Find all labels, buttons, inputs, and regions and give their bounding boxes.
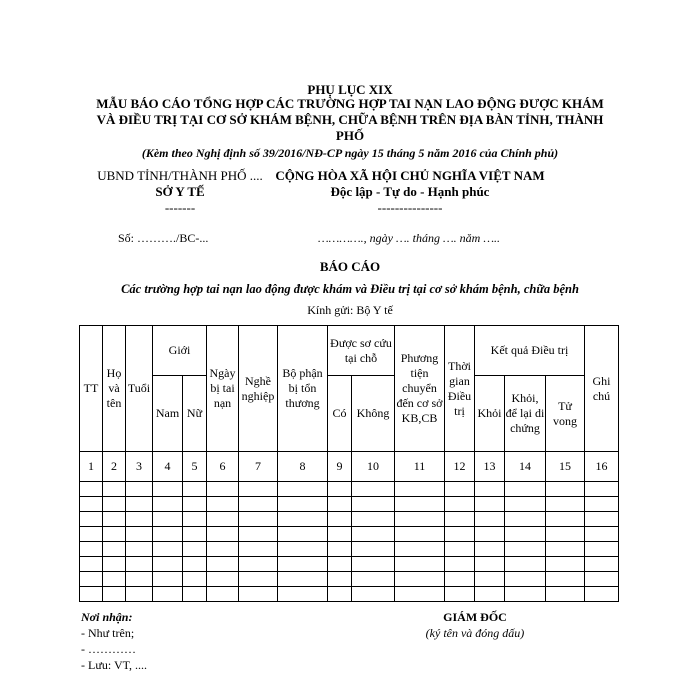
header-age: Tuổi [126, 326, 153, 452]
table-cell [103, 512, 126, 527]
table-cell [207, 482, 239, 497]
table-cell [278, 527, 328, 542]
table-cell [352, 527, 395, 542]
table-cell [80, 527, 103, 542]
table-cell [153, 527, 183, 542]
header-treatment-result: Kết quả Điều trị [475, 326, 585, 376]
table-cell [395, 587, 445, 602]
table-cell [153, 557, 183, 572]
table-cell [239, 557, 278, 572]
column-number: 3 [126, 452, 153, 482]
table-cell [103, 557, 126, 572]
table-cell [585, 587, 619, 602]
national-motto: Độc lập - Tự do - Hạnh phúc [330, 184, 490, 199]
table-row [80, 572, 619, 587]
table-cell [395, 542, 445, 557]
table-cell [207, 527, 239, 542]
table-cell [475, 527, 505, 542]
table-row [80, 497, 619, 512]
table-cell [445, 497, 475, 512]
column-number: 12 [445, 452, 475, 482]
column-number: 8 [278, 452, 328, 482]
decree-note: (Kèm theo Nghị định số 39/2016/NĐ-CP ngày 15 tháng 5 năm 2016 của Chính phủ) [141, 146, 559, 160]
table-cell [183, 587, 207, 602]
table-cell [239, 497, 278, 512]
table-cell [328, 587, 352, 602]
table-cell [126, 482, 153, 497]
header-female: Nữ [183, 376, 207, 452]
table-cell [328, 572, 352, 587]
table-cell [80, 512, 103, 527]
recipient-line: Kính gửi: Bộ Y tế [307, 303, 393, 317]
table-cell [505, 482, 546, 497]
table-cell [546, 557, 585, 572]
column-number-row [80, 452, 619, 482]
table-cell [445, 512, 475, 527]
table-cell [80, 572, 103, 587]
table-cell [328, 512, 352, 527]
report-title: BÁO CÁO [319, 259, 381, 274]
table-cell [183, 542, 207, 557]
table-cell [445, 542, 475, 557]
report-subtitle: Các trường hợp tai nạn lao động được khám và Điều trị tại cơ sở khám bệnh, chữa bệnh [121, 282, 579, 296]
table-cell [445, 572, 475, 587]
table-cell [239, 572, 278, 587]
table-cell [183, 497, 207, 512]
recipient-item: - Như trên; [81, 626, 135, 640]
table-cell [505, 542, 546, 557]
table-cell [126, 587, 153, 602]
header-male: Nam [153, 376, 183, 452]
data-rows [80, 482, 619, 602]
table-cell [153, 497, 183, 512]
table-cell [445, 482, 475, 497]
table-cell [475, 512, 505, 527]
table-row [80, 587, 619, 602]
table-cell [126, 557, 153, 572]
table-cell [352, 512, 395, 527]
table-cell [103, 482, 126, 497]
recipients-label: Nơi nhận: [81, 610, 133, 624]
recipient-item: - ………… [81, 642, 136, 656]
report-table [79, 325, 619, 602]
table-cell [395, 527, 445, 542]
table-cell [183, 557, 207, 572]
table-cell [239, 587, 278, 602]
table-cell [585, 542, 619, 557]
signer-title: GIÁM ĐỐC [443, 610, 507, 624]
table-cell [80, 557, 103, 572]
column-number: 7 [239, 452, 278, 482]
table-cell [395, 482, 445, 497]
table-cell [352, 542, 395, 557]
table-cell [207, 542, 239, 557]
table-cell [103, 587, 126, 602]
table-cell [546, 572, 585, 587]
table-cell [126, 497, 153, 512]
table-cell [585, 572, 619, 587]
title-line: MẪU BÁO CÁO TỔNG HỢP CÁC TRƯỜNG HỢP TAI NẠN LAO ĐỘNG ĐƯỢC KHÁM [96, 96, 604, 111]
table-cell [352, 557, 395, 572]
table-cell [126, 572, 153, 587]
signature-block [380, 609, 570, 641]
table-cell [103, 497, 126, 512]
table-cell [278, 587, 328, 602]
table-row [80, 542, 619, 557]
table-cell [278, 542, 328, 557]
table-cell [505, 587, 546, 602]
table-cell [207, 587, 239, 602]
table-cell [475, 542, 505, 557]
table-cell [585, 557, 619, 572]
table-cell [475, 587, 505, 602]
table-cell [395, 557, 445, 572]
table-cell [80, 497, 103, 512]
header-first-aid: Được sơ cứu tại chỗ [328, 326, 395, 376]
table-cell [153, 542, 183, 557]
table-cell [395, 572, 445, 587]
table-row [80, 557, 619, 572]
appendix-title: PHỤ LỤC XIX [307, 82, 393, 97]
table-cell [239, 542, 278, 557]
agency-divider: ------- [164, 200, 196, 215]
table-cell [80, 542, 103, 557]
column-number: 10 [352, 452, 395, 482]
table-cell [546, 587, 585, 602]
table-cell [445, 527, 475, 542]
column-number: 13 [475, 452, 505, 482]
table-cell [153, 482, 183, 497]
column-number: 4 [153, 452, 183, 482]
column-number: 15 [546, 452, 585, 482]
table-cell [475, 557, 505, 572]
header-accident-date: Ngày bị tai nạn [207, 326, 239, 452]
header-injured-body-part: Bộ phận bị tổn thương [278, 326, 328, 452]
header-first-aid-yes: Có [328, 376, 352, 452]
header-first-aid-no: Không [352, 376, 395, 452]
table-cell [352, 587, 395, 602]
header-occupation: Nghề nghiệp [239, 326, 278, 452]
table-cell [278, 512, 328, 527]
table-cell [546, 482, 585, 497]
column-number: 11 [395, 452, 445, 482]
department-name: SỞ Y TẾ [155, 184, 205, 199]
table-cell [505, 527, 546, 542]
table-cell [505, 512, 546, 527]
column-number-row [80, 452, 619, 482]
header-note: Ghi chú [585, 326, 619, 452]
table-cell [546, 527, 585, 542]
national-header [270, 168, 550, 216]
header-recovered: Khỏi [475, 376, 505, 452]
table-cell [475, 572, 505, 587]
table-cell [278, 482, 328, 497]
table-cell [328, 497, 352, 512]
column-number: 2 [103, 452, 126, 482]
table-cell [395, 497, 445, 512]
table-cell [239, 512, 278, 527]
table-cell [546, 497, 585, 512]
column-number: 1 [80, 452, 103, 482]
table-cell [103, 572, 126, 587]
table-cell [126, 542, 153, 557]
signer-note: (ký tên và đóng dấu) [425, 626, 525, 640]
table-cell [239, 527, 278, 542]
table-cell [278, 572, 328, 587]
document-number: Số: ………./BC-... [118, 231, 209, 245]
column-number: 14 [505, 452, 546, 482]
table-cell [278, 497, 328, 512]
table-cell [80, 482, 103, 497]
motto-divider: --------------- [377, 200, 443, 215]
table-cell [126, 527, 153, 542]
header-transport: Phương tiện chuyển đến cơ sở KB,CB [395, 326, 445, 452]
table-cell [183, 527, 207, 542]
column-number: 9 [328, 452, 352, 482]
table-cell [546, 542, 585, 557]
table-cell [80, 587, 103, 602]
header-death: Tử vong [546, 376, 585, 452]
title-line: PHỐ [335, 128, 365, 143]
table-cell [475, 497, 505, 512]
table-cell [505, 572, 546, 587]
title-line: VÀ ĐIỀU TRỊ TẠI CƠ SỞ KHÁM BỆNH, CHỮA BỆNH TRÊN ĐỊA BÀN TỈNH, THÀNH [96, 112, 604, 127]
table-cell [153, 572, 183, 587]
header-name: Họ và tên [103, 326, 126, 452]
header-recovered-with-sequelae: Khỏi, để lại di chứng [505, 376, 546, 452]
column-number: 16 [585, 452, 619, 482]
table-cell [278, 557, 328, 572]
table-cell [328, 542, 352, 557]
header-treatment-duration: Thời gian Điều trị [445, 326, 475, 452]
table-cell [328, 482, 352, 497]
table-row [80, 512, 619, 527]
table-cell [475, 482, 505, 497]
table-cell [207, 557, 239, 572]
table-cell [505, 557, 546, 572]
table-cell [352, 482, 395, 497]
header-tt: TT [80, 326, 103, 452]
agency-name: UBND TỈNH/THÀNH PHỐ .... [97, 168, 263, 183]
table-cell [103, 527, 126, 542]
table-cell [585, 497, 619, 512]
table-cell [183, 572, 207, 587]
table-cell [585, 482, 619, 497]
table-cell [207, 572, 239, 587]
table-cell [585, 512, 619, 527]
column-number: 5 [183, 452, 207, 482]
main-title [80, 96, 620, 144]
table-cell [207, 512, 239, 527]
nation-name: CỘNG HÒA XÃ HỘI CHỦ NGHĨA VIỆT NAM [275, 168, 545, 183]
table-cell [183, 512, 207, 527]
table-cell [153, 512, 183, 527]
table-cell [352, 497, 395, 512]
table-cell [126, 512, 153, 527]
table-cell [328, 527, 352, 542]
table-cell [445, 557, 475, 572]
header-gender: Giới [153, 326, 207, 376]
table-cell [239, 482, 278, 497]
table-cell [585, 527, 619, 542]
table-cell [207, 497, 239, 512]
table-cell [103, 542, 126, 557]
table-cell [445, 587, 475, 602]
table-cell [505, 497, 546, 512]
table-cell [328, 557, 352, 572]
table-cell [546, 512, 585, 527]
table-row [80, 482, 619, 497]
recipient-item: - Lưu: VT, .... [81, 658, 148, 672]
date-line: …………., ngày …. tháng …. năm ….. [318, 231, 501, 245]
column-number: 6 [207, 452, 239, 482]
table-row [80, 527, 619, 542]
table-cell [395, 512, 445, 527]
table-cell [352, 572, 395, 587]
table-cell [153, 587, 183, 602]
recipients-block [81, 609, 147, 673]
table-cell [183, 482, 207, 497]
agency-header [70, 168, 290, 216]
